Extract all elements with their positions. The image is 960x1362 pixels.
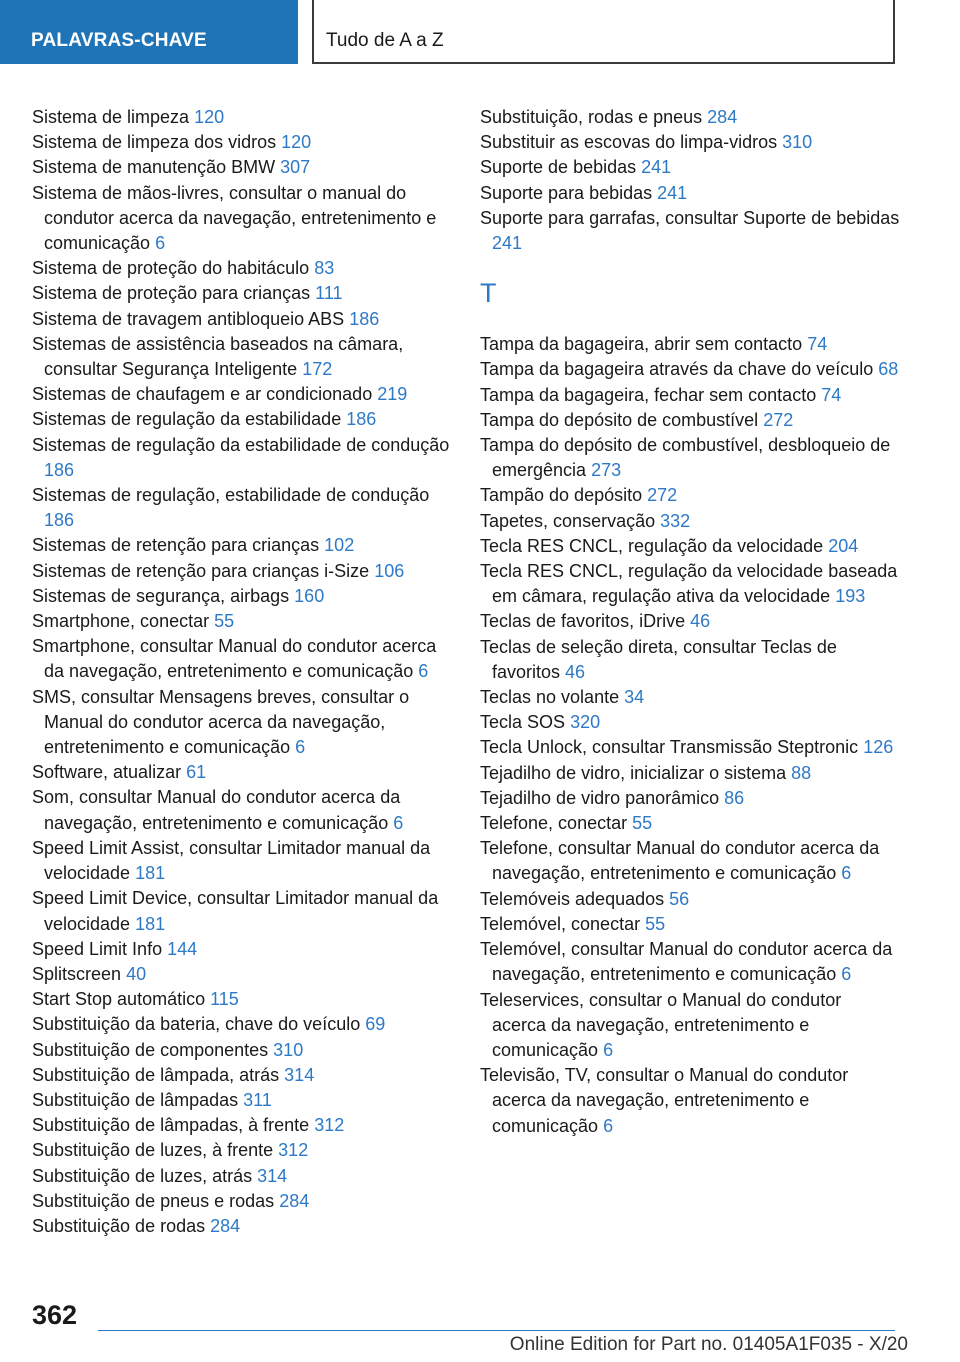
index-entry-page-link[interactable]: 74 <box>821 384 842 405</box>
index-entry <box>32 987 450 1012</box>
index-entry-page-link[interactable]: 186 <box>349 308 380 329</box>
index-entry-term: Suporte para bebidas <box>480 182 653 203</box>
index-entry-page-link[interactable]: 68 <box>878 359 899 380</box>
index-entry <box>32 483 450 533</box>
index-entry <box>32 609 450 634</box>
index-entry-page-link[interactable]: 120 <box>281 132 312 153</box>
index-entry-term: Tecla SOS <box>480 712 566 733</box>
index-entry-page-link[interactable]: 181 <box>135 863 166 884</box>
index-entry-term: Speed Limit Assist, consultar Limitador manual da velocidade <box>32 837 431 884</box>
index-entry <box>480 786 900 811</box>
index-entry-term: Sistema de mãos-livres, consultar o manual do condutor acerca da navegação, entretenimento e comunicação <box>32 182 437 254</box>
index-entry-term: Teclas no volante <box>480 687 620 708</box>
index-entry <box>480 761 900 786</box>
index-entry <box>32 1189 450 1214</box>
index-entry <box>480 937 900 987</box>
index-entry-page-link[interactable]: 284 <box>707 107 738 127</box>
index-entry-term: Televisão, TV, consultar o Manual do condutor acerca da navegação, entretenimento e comunicação <box>480 1065 849 1136</box>
index-entry <box>480 811 900 836</box>
index-entry-page-link[interactable]: 314 <box>257 1165 288 1186</box>
section-tab: PALAVRAS-CHAVE <box>0 0 298 64</box>
index-entry <box>32 1038 450 1063</box>
index-entry-term: Substituição de lâmpadas, à frente <box>32 1115 310 1136</box>
index-entry-term: Tecla RES CNCL, regulação da velocidade <box>480 535 824 556</box>
index-entry <box>32 1012 450 1037</box>
index-entry-term: Tapetes, conservação <box>480 510 656 531</box>
index-entry-term: Sistemas de retenção para crianças <box>32 535 320 556</box>
index-entry <box>32 559 450 584</box>
index-entry <box>32 937 450 962</box>
index-entry-page-link[interactable]: 6 <box>393 812 404 833</box>
index-entry-page-link[interactable]: 307 <box>280 157 311 178</box>
index-entry-page-link[interactable]: 272 <box>647 485 678 506</box>
index-entry-term: Tampa da bagageira através da chave do veículo <box>480 359 874 380</box>
index-entry <box>32 155 450 180</box>
index-entry <box>32 256 450 281</box>
index-entry <box>32 760 450 785</box>
index-entry-term: Substituição de luzes, atrás <box>32 1165 253 1186</box>
index-entry <box>480 383 900 408</box>
index-entry-term: Teleservices, consultar o Manual do condutor acerca da navegação, entretenimento e comunicação <box>480 989 842 1060</box>
index-entry-page-link[interactable]: 241 <box>641 157 672 178</box>
index-entry-term: Sistema de manutenção BMW <box>32 157 276 178</box>
index-entry <box>480 710 900 735</box>
index-column-right <box>480 105 900 1139</box>
index-entry-page-link[interactable]: 74 <box>807 334 828 355</box>
index-entry <box>32 1088 450 1113</box>
index-column-left <box>32 105 450 1239</box>
index-entry-term: Telemóvel, consultar Manual do condutor acerca da navegação, entretenimento e comunicação <box>480 939 893 985</box>
index-entry <box>480 534 900 559</box>
index-entry-page-link[interactable]: 34 <box>624 687 645 708</box>
index-entry <box>480 357 900 382</box>
index-entry <box>32 836 450 886</box>
index-entry <box>480 735 900 760</box>
index-entry-term: Sistemas de assistência baseados na câmara, consultar Segurança Inteligente <box>32 333 404 380</box>
index-entry-term: Tampa da bagageira, fechar sem contacto <box>480 384 817 405</box>
index-entry-page-link[interactable]: 56 <box>669 888 690 909</box>
index-entry-page-link[interactable]: 6 <box>603 1115 614 1136</box>
index-entry-term: Telemóveis adequados <box>480 888 665 909</box>
index-entry-page-link[interactable]: 310 <box>273 1039 304 1060</box>
index-entry <box>480 509 900 534</box>
index-entry-page-link[interactable]: 6 <box>603 1039 614 1060</box>
index-entry <box>32 1164 450 1189</box>
index-entry-page-link[interactable]: 6 <box>295 737 306 758</box>
index-entry-term: Sistema de proteção do habitáculo <box>32 258 310 279</box>
index-entry-page-link[interactable]: 55 <box>645 913 666 934</box>
index-entry-term: Telemóvel, conectar <box>480 913 641 934</box>
index-entry-term: Teclas de seleção direta, consultar Teclas de favoritos <box>480 636 837 682</box>
index-entry-page-link[interactable]: 55 <box>214 611 235 632</box>
index-entry <box>480 130 900 155</box>
index-entry-term: Tampa do depósito de combustível <box>480 409 759 430</box>
index-entry <box>480 559 900 609</box>
index-entry-page-link[interactable]: 186 <box>44 510 75 531</box>
index-entry-page-link[interactable]: 83 <box>314 258 335 279</box>
index-entry-term: Tampão do depósito <box>480 485 643 506</box>
index-entry-page-link[interactable]: 186 <box>44 459 75 480</box>
index-entry-page-link[interactable]: 272 <box>763 409 794 430</box>
index-entry-term: Tampa do depósito de combustível, desbloqueio de emergência <box>480 435 891 481</box>
index-entry <box>480 1063 900 1139</box>
index-entry-page-link[interactable]: 314 <box>284 1064 315 1085</box>
index-entry <box>480 836 900 886</box>
index-entry-page-link[interactable]: 311 <box>243 1089 272 1110</box>
index-entry <box>32 307 450 332</box>
index-entry <box>32 433 450 483</box>
index-entry-page-link[interactable]: 6 <box>841 863 852 884</box>
index-entry-page-link[interactable]: 55 <box>632 813 653 834</box>
index-entry-term: Tejadilho de vidro, inicializar o sistema <box>480 762 787 783</box>
index-entry-page-link[interactable]: 40 <box>126 963 147 984</box>
index-entry-term: Suporte para garrafas, consultar Suporte de bebidas <box>480 207 900 228</box>
index-entry-term: Substituição de componentes <box>32 1039 269 1060</box>
index-entry <box>480 408 900 433</box>
index-entry <box>480 609 900 634</box>
index-entry-page-link[interactable]: 284 <box>279 1190 310 1211</box>
index-entry <box>480 206 900 256</box>
index-entry-page-link[interactable]: 310 <box>782 132 813 153</box>
index-entry-term: Speed Limit Device, consultar Limitador manual da velocidade <box>32 888 439 934</box>
index-entry <box>480 988 900 1064</box>
index-entry <box>480 433 900 483</box>
index-entry-page-link[interactable]: 181 <box>135 913 166 934</box>
index-entry-term: Speed Limit Info <box>32 938 163 959</box>
index-entry-term: Substituição de rodas <box>32 1215 206 1236</box>
index-entry-page-link[interactable]: 6 <box>841 964 852 985</box>
page-number: 362 <box>32 1300 78 1330</box>
index-entry-term: Substituição da bateria, chave do veículo <box>32 1014 361 1035</box>
index-entry-term: Substituição de lâmpada, atrás <box>32 1064 280 1085</box>
index-entry-page-link[interactable]: 69 <box>365 1014 386 1035</box>
index-entry <box>32 281 450 306</box>
index-entry <box>32 1063 450 1088</box>
index-entry <box>32 407 450 432</box>
index-entry-page-link[interactable]: 312 <box>278 1140 309 1161</box>
index-entry <box>32 886 450 936</box>
index-entry-term: Sistemas de regulação da estabilidade de condução <box>32 434 450 455</box>
index-entry-page-link[interactable]: 320 <box>570 712 601 733</box>
section-letter: T <box>480 278 497 309</box>
index-entry-term: Substituição de luzes, à frente <box>32 1140 274 1161</box>
index-entry-term: Start Stop automático <box>32 989 206 1010</box>
index-entry <box>480 887 900 912</box>
index-entry <box>32 1138 450 1163</box>
index-entry <box>32 332 450 382</box>
index-entry <box>32 105 450 130</box>
index-entry <box>32 962 450 987</box>
index-entry-term: Sistemas de regulação, estabilidade de condução <box>32 485 430 506</box>
index-entry-term: Sistemas de segurança, airbags <box>32 585 290 606</box>
index-entry <box>480 912 900 937</box>
index-entry <box>480 105 900 130</box>
index-entry-term: Substituição, rodas e pneus <box>480 107 703 127</box>
index-entry-term: Tecla RES CNCL, regulação da velocidade baseada em câmara, regulação ativa da velocidade <box>480 561 898 607</box>
index-entry-page-link[interactable]: 86 <box>724 787 745 808</box>
index-entry <box>480 483 900 508</box>
index-entry-page-link[interactable]: 115 <box>210 989 239 1010</box>
index-entry-page-link[interactable]: 284 <box>210 1215 241 1236</box>
index-entry <box>480 181 900 206</box>
index-entry-term: Substituição de lâmpadas <box>32 1089 239 1110</box>
index-entry-term: Sistema de proteção para crianças <box>32 283 311 304</box>
footer-edition: Online Edition for Part no. 01405A1F035 - X/20 <box>509 1334 908 1355</box>
index-entry-page-link[interactable]: 120 <box>194 107 225 127</box>
index-entry-page-link[interactable]: 219 <box>377 384 408 405</box>
index-entry-term: Smartphone, consultar Manual do condutor acerca da navegação, entretenimento e comunicação <box>32 636 437 682</box>
index-entry-page-link[interactable]: 46 <box>690 611 711 632</box>
index-entry-page-link[interactable]: 204 <box>828 535 859 556</box>
index-entry <box>480 155 900 180</box>
index-entry <box>32 685 450 761</box>
footer-divider <box>98 1330 895 1331</box>
index-entry-page-link[interactable]: 61 <box>186 762 207 783</box>
index-entry-term: Sistemas de chaufagem e ar condicionado <box>32 384 373 405</box>
index-entry-page-link[interactable]: 332 <box>660 510 691 531</box>
index-entry <box>480 332 900 357</box>
index-entry <box>32 382 450 407</box>
index-entry-page-link[interactable]: 193 <box>835 586 866 607</box>
index-entry-page-link[interactable]: 312 <box>314 1115 345 1136</box>
index-entry-term: Tampa da bagageira, abrir sem contacto <box>480 334 803 355</box>
index-entry-page-link[interactable]: 88 <box>791 762 812 783</box>
index-entry-term: Splitscreen <box>32 963 122 984</box>
index-entry-term: Smartphone, conectar <box>32 611 210 632</box>
index-entry <box>32 130 450 155</box>
index-entry-term: Sistemas de regulação da estabilidade <box>32 409 342 430</box>
index-entry-page-link[interactable]: 6 <box>155 233 166 254</box>
index-entry-term: Sistema de travagem antibloqueio ABS <box>32 308 345 329</box>
index-entry-term: Tecla Unlock, consultar Transmissão Steptronic <box>480 737 859 758</box>
index-entry <box>480 685 900 710</box>
index-entry-page-link[interactable]: 102 <box>324 535 355 556</box>
index-entry-page-link[interactable]: 241 <box>657 182 688 203</box>
index-entry-term: Teclas de favoritos, iDrive <box>480 611 686 632</box>
index-entry <box>32 181 450 257</box>
index-entry <box>32 584 450 609</box>
index-entry-term: Telefone, conectar <box>480 813 628 834</box>
index-entry-term: Substituição de pneus e rodas <box>32 1190 275 1211</box>
index-entry-page-link[interactable]: 111 <box>315 283 343 304</box>
index-entry-page-link[interactable]: 46 <box>565 661 586 682</box>
index-entry-term: Telefone, consultar Manual do condutor acerca da navegação, entretenimento e comunicação <box>480 838 880 884</box>
index-entry-page-link[interactable]: 273 <box>591 460 622 481</box>
index-entry-term: Sistema de limpeza <box>32 107 190 127</box>
index-entry-page-link[interactable]: 6 <box>418 661 429 682</box>
index-entry-term: Suporte de bebidas <box>480 157 637 178</box>
index-entry-page-link[interactable]: 126 <box>863 737 894 758</box>
index-entry-term: SMS, consultar Mensagens breves, consultar o Manual do condutor acerca da navegação, entretenimento e comunicação <box>32 686 410 758</box>
index-entry <box>32 533 450 558</box>
section-subtitle: Tudo de A a Z <box>312 0 895 64</box>
index-entry <box>32 785 450 835</box>
index-entry-term: Substituir as escovas do limpa-vidros <box>480 132 778 153</box>
index-entry-page-link[interactable]: 106 <box>374 560 405 581</box>
index-entry-term: Sistemas de retenção para crianças i-Size <box>32 560 370 581</box>
index-entry-term: Sistema de limpeza dos vidros <box>32 132 277 153</box>
index-entry <box>480 635 900 685</box>
index-entry-page-link[interactable]: 186 <box>346 409 377 430</box>
index-entry-page-link[interactable]: 241 <box>492 233 523 254</box>
index-entry <box>32 1214 450 1239</box>
index-entry-term: Tejadilho de vidro panorâmico <box>480 787 720 808</box>
index-entry <box>32 634 450 684</box>
index-entry-term: Som, consultar Manual do condutor acerca da navegação, entretenimento e comunicação <box>32 787 401 833</box>
index-entry <box>32 1113 450 1138</box>
index-entry-page-link[interactable]: 172 <box>302 359 333 380</box>
index-entry-page-link[interactable]: 144 <box>167 938 198 959</box>
index-entry-page-link[interactable]: 160 <box>294 585 325 606</box>
index-entry-term: Software, atualizar <box>32 762 182 783</box>
